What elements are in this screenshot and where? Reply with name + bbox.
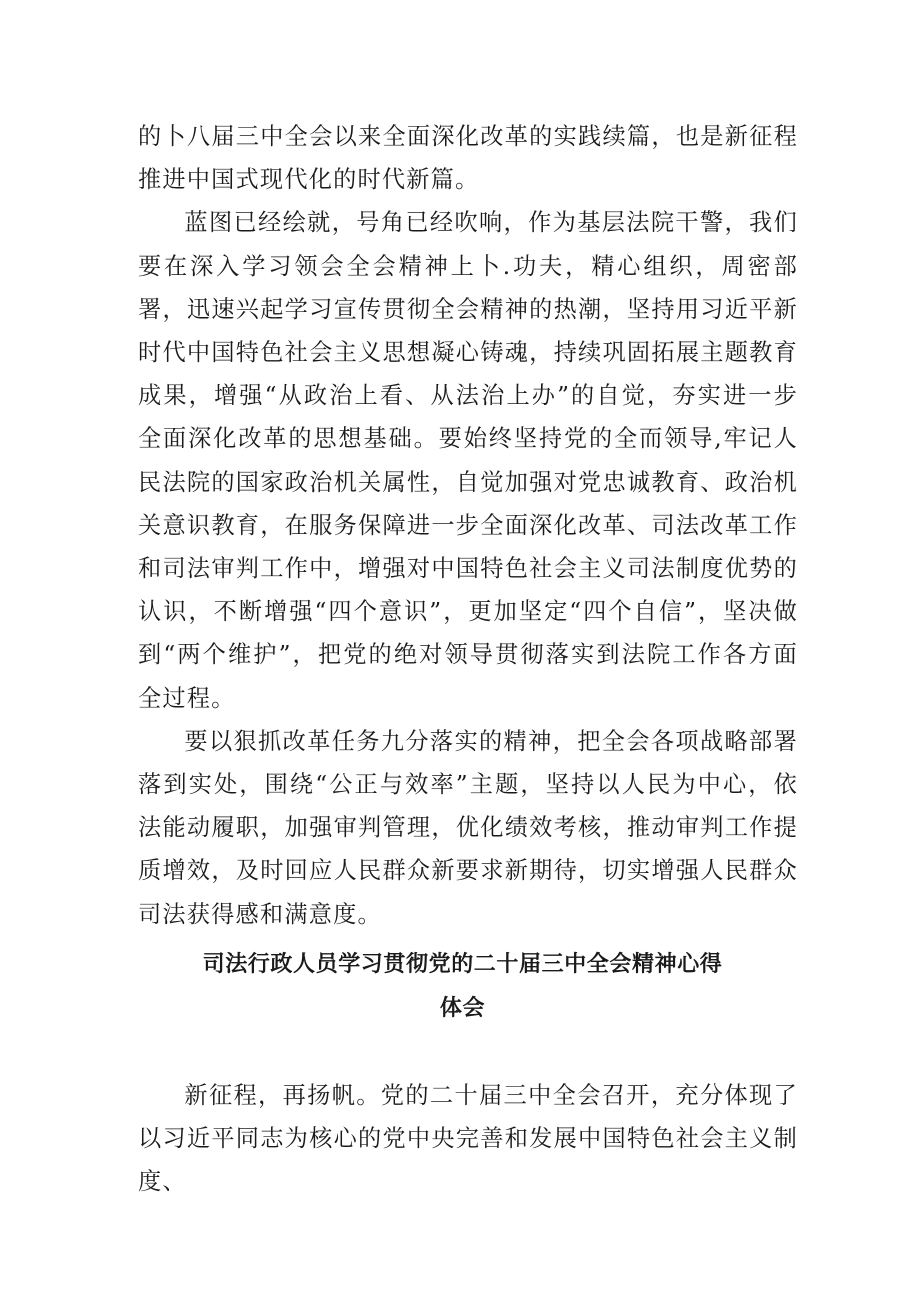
body-text-lower	[138, 1074, 798, 1204]
body-text-upper	[138, 115, 798, 936]
section-title-line: 体会	[439, 996, 486, 1021]
paragraph: 要以狠抓改革任务九分落实的精神，把全会各项战略部署落到实处，围绕“公正与效率”主题，坚持以人民为中心，依法能动履职，加强审判管理，优化绩效考核，推动审判工作提质增效，及时回应人民群众新要求新期待，切实增强人民群众司法获得感和满意度。	[138, 727, 798, 928]
paragraph: 蓝图已经绘就，号角已经吹响，作为基层法院干警，我们要在深入学习领会全会精神上卜.功夫，精心组织，周密部署，迅速兴起学习宣传贯彻全会精神的热潮，坚持用习近平新时代中国特色社会主义思想凝心铸魂，持续巩固拓展主题教育成果，增强“从政治上看、从法治上办”的自觉，夯实进一步全面深化改革的思想基础。要始终坚持党的全而领导,牢记人民法院的国家政治机关属性，自觉加强对党忠诚教育、政治机关意识教育，在服务保障进一步全面深化改革、司法改革工作和司法审判工作中，增强对中国特色社会主义司法制度优势的认识，不断增强“四个意识”，更加坚定“四个自信”，坚决做到“两个维护”，把党的绝对领导贯彻落实到法院工作各方面全过程。	[138, 209, 798, 712]
section-title	[150, 943, 775, 1031]
paragraph-continued: 的卜八届三中全会以来全面深化改革的实践续篇，也是新征程推进中国式现代化的时代新篇。	[138, 123, 798, 194]
section-title-line: 司法行政人员学习贯彻党的二十届三中全会精神心得	[202, 952, 723, 977]
paragraph: 新征程，再扬帆。党的二十届三中全会召开，充分体现了以习近平同志为核心的党中央完善和发展中国特色社会主义制度、	[138, 1082, 798, 1196]
